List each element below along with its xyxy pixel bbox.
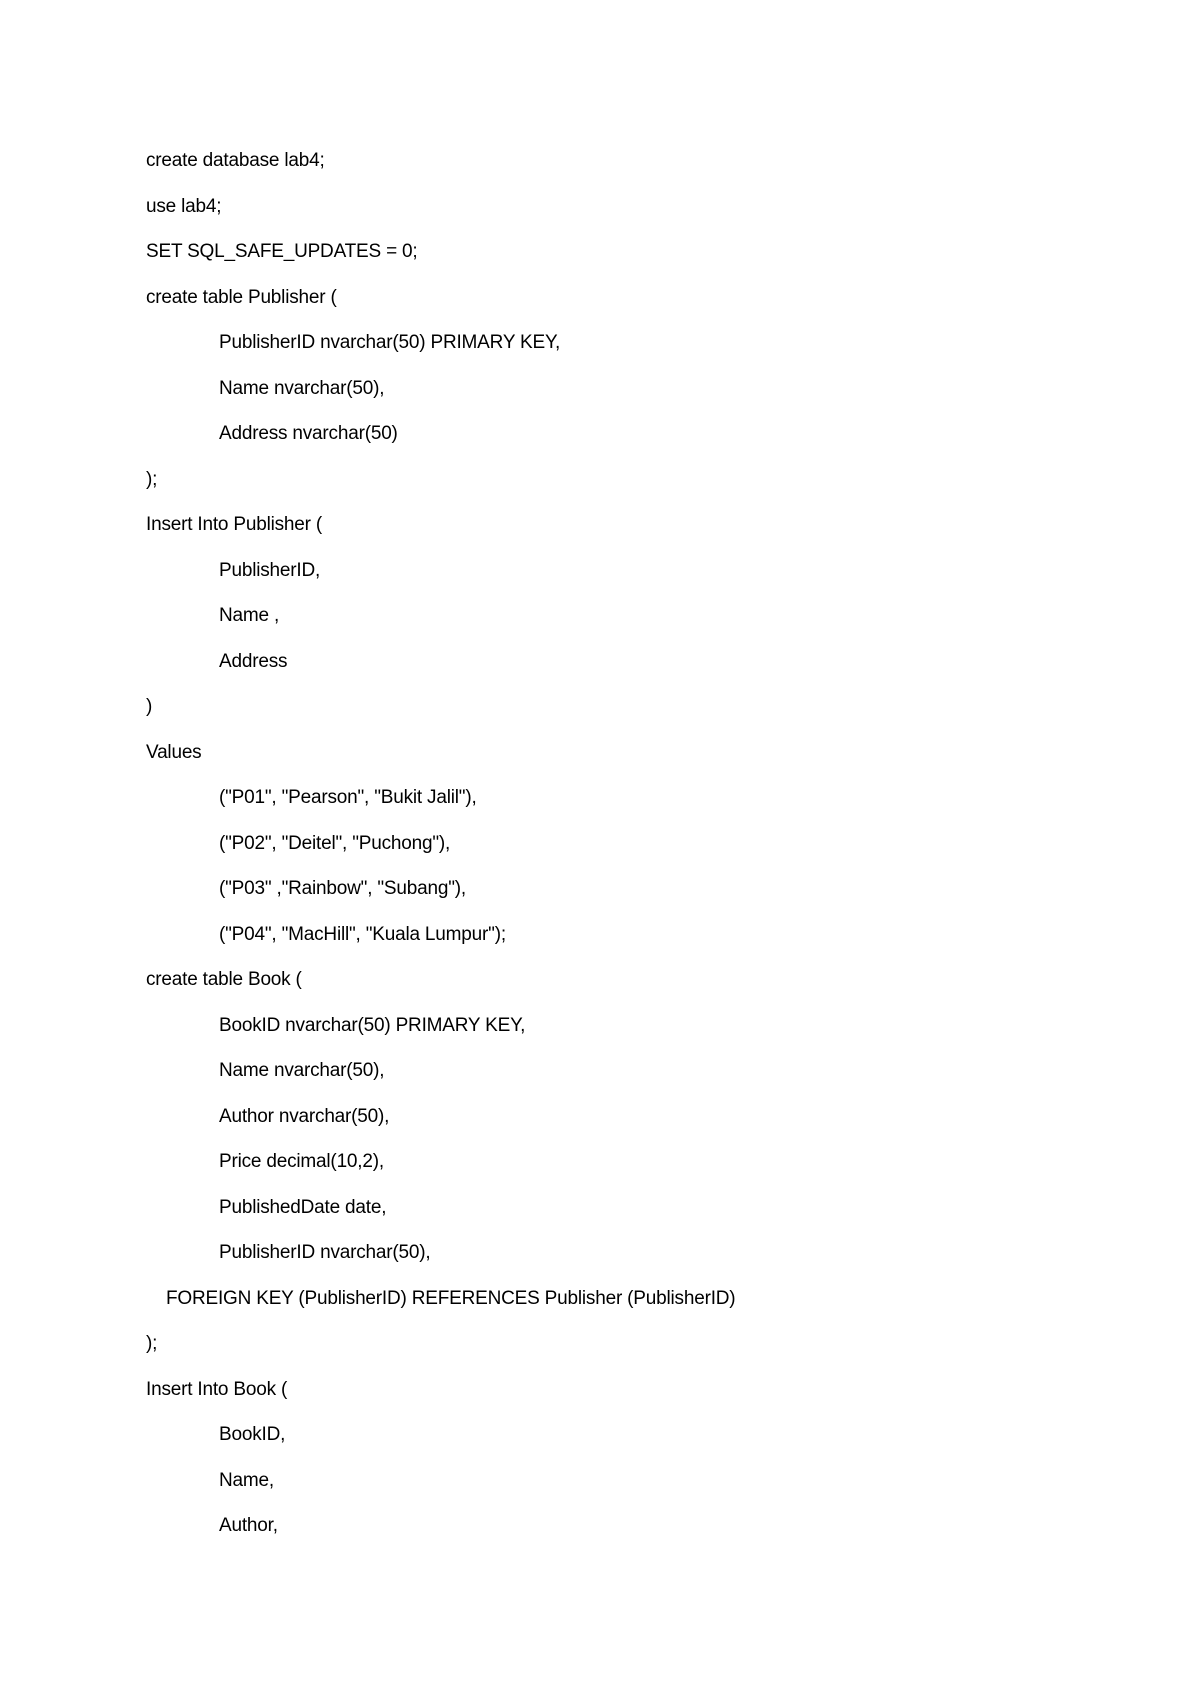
line-12: Address: [219, 650, 288, 672]
line-23: Price decimal(10,2),: [219, 1151, 384, 1172]
line-2: use lab4;: [146, 195, 222, 217]
line-28: Insert Into Book (: [146, 1378, 288, 1400]
line-16: ("P02", "Deitel", "Puchong"),: [219, 832, 451, 854]
line-22: Author nvarchar(50),: [219, 1105, 390, 1127]
line-4: create table Publisher (: [146, 286, 337, 308]
line-3: SET SQL_SAFE_UPDATES = 0;: [146, 241, 418, 262]
line-25: PublisherID nvarchar(50),: [219, 1242, 431, 1263]
line-6: Name nvarchar(50),: [219, 377, 385, 399]
line-9: Insert Into Publisher (: [146, 514, 322, 535]
line-13: ): [146, 696, 153, 717]
line-5: PublisherID nvarchar(50) PRIMARY KEY,: [219, 332, 561, 353]
line-31: Author,: [219, 1515, 278, 1536]
sql-script-body: [146, 146, 735, 1557]
line-20: BookID nvarchar(50) PRIMARY KEY,: [219, 1014, 526, 1036]
line-19: create table Book (: [146, 969, 302, 990]
line-10: PublisherID,: [219, 559, 321, 581]
line-1: create database lab4;: [146, 150, 325, 171]
line-18: ("P04", "MacHill", "Kuala Lumpur");: [219, 923, 506, 945]
line-29: BookID,: [219, 1424, 286, 1445]
line-27: );: [146, 1333, 158, 1354]
line-15: ("P01", "Pearson", "Bukit Jalil"),: [219, 787, 477, 808]
line-8: );: [146, 468, 158, 490]
line-14: Values: [146, 741, 202, 763]
line-30: Name,: [219, 1469, 274, 1491]
line-26: FOREIGN KEY (PublisherID) REFERENCES Publisher (PublisherID): [166, 1287, 736, 1309]
line-21: Name nvarchar(50),: [219, 1060, 385, 1081]
line-17: ("P03" ,"Rainbow", "Subang"),: [219, 878, 466, 899]
line-7: Address nvarchar(50): [219, 423, 398, 444]
line-24: PublishedDate date,: [219, 1196, 387, 1218]
line-11: Name ,: [219, 605, 280, 626]
